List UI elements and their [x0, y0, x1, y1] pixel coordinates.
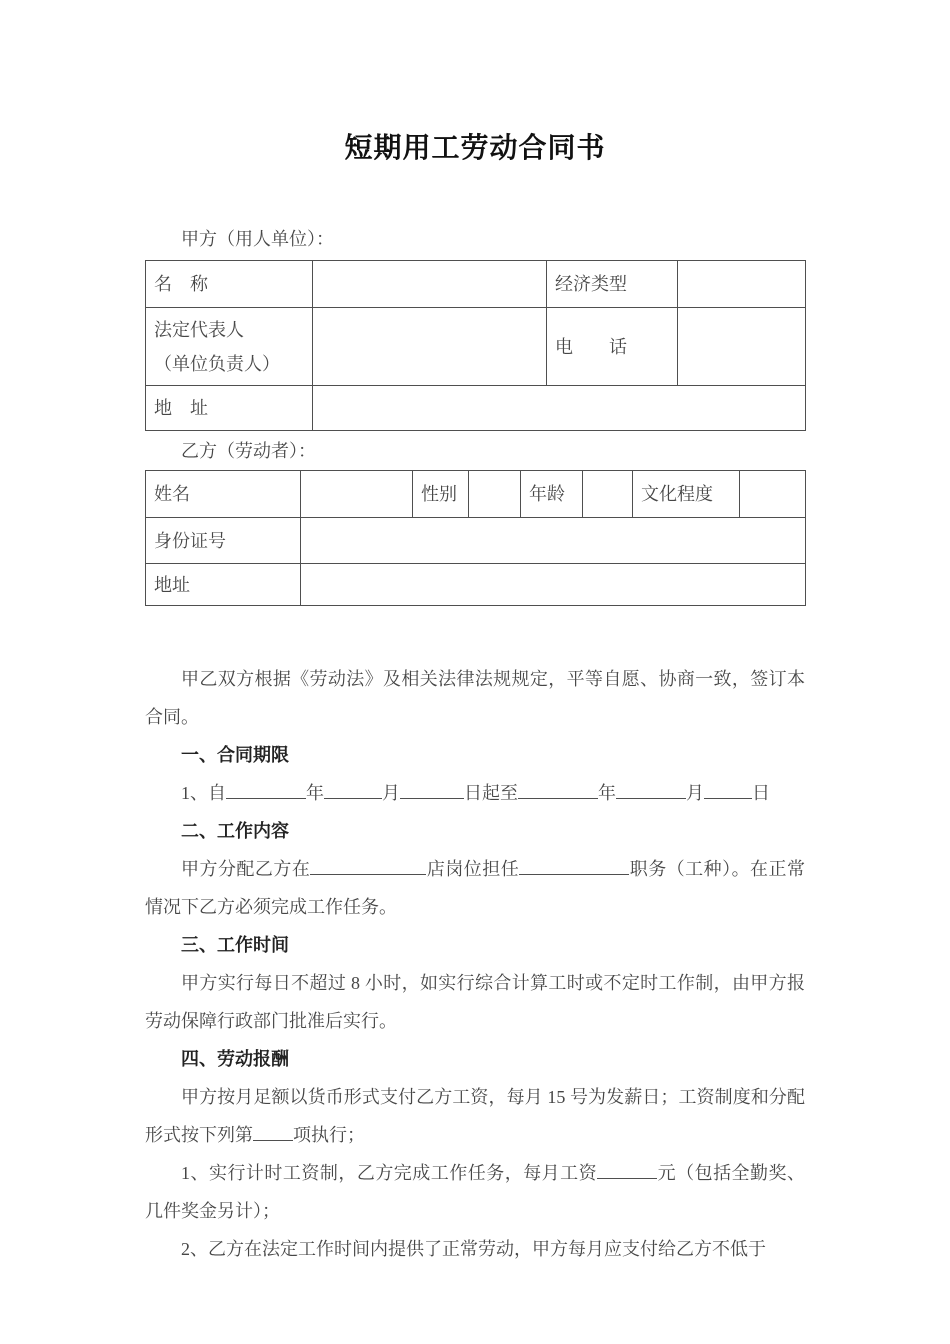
blank-monthly-wage	[597, 1174, 657, 1179]
blank-end-day	[704, 794, 752, 799]
party-b-education-label: 文化程度	[633, 471, 740, 518]
party-a-phone-label: 电 话	[547, 308, 678, 386]
text-segment: 1、自	[181, 783, 226, 803]
blank-start-month	[324, 794, 382, 799]
party-a-legal-rep-label	[146, 308, 313, 386]
section-4-item-1	[145, 1154, 805, 1230]
blank-job-title	[519, 870, 629, 875]
party-a-legal-rep-label-line2: （单位负责人）	[154, 353, 280, 374]
text-segment: 店岗位担任	[426, 859, 520, 879]
table-row	[146, 261, 806, 308]
contract-body	[145, 660, 805, 1268]
table-row	[146, 471, 806, 518]
party-a-legal-rep-label-line1: 法定代表人	[154, 319, 244, 340]
section-4-heading: 四、劳动报酬	[181, 1049, 289, 1069]
section-1-item-1	[145, 774, 805, 812]
party-b-address-label: 地址	[146, 564, 301, 606]
contract-page	[145, 0, 805, 1268]
party-b-name-label: 姓名	[146, 471, 301, 518]
party-b-id-label: 身份证号	[146, 518, 301, 564]
text-segment: 甲方按月足额以货币形式支付乙方工资，每月 15 号为发薪日；工资制度和分配形式按下列第	[145, 1087, 805, 1145]
text-segment: 项执行；	[293, 1125, 365, 1145]
section-2-paragraph	[145, 850, 805, 926]
blank-start-day	[400, 794, 464, 799]
section-2-heading: 二、工作内容	[181, 821, 289, 841]
blank-store-name	[310, 870, 426, 875]
party-b-table	[145, 470, 806, 606]
party-b-education-value-cell	[740, 471, 806, 518]
party-a-phone-value-cell	[678, 308, 806, 386]
text-segment: 职务（工种）。在正常情况下乙方必须完成工作任务。	[145, 859, 806, 917]
party-a-economic-type-value-cell	[678, 261, 806, 308]
text-segment: 月	[686, 783, 704, 803]
party-a-economic-type-label: 经济类型	[547, 261, 678, 308]
text-segment: 1、实行计时工资制，乙方完成工作任务，每月工资	[181, 1163, 598, 1183]
text-segment: 年	[306, 783, 324, 803]
text-segment: 月	[382, 783, 400, 803]
section-4-paragraph	[145, 1078, 805, 1154]
party-a-address-label: 地 址	[146, 386, 313, 431]
party-b-age-value-cell	[583, 471, 633, 518]
section-1-heading: 一、合同期限	[181, 745, 289, 765]
party-a-name-label: 名 称	[146, 261, 313, 308]
table-row	[146, 308, 806, 386]
party-b-address-value-cell	[301, 564, 806, 606]
section-3-paragraph: 甲方实行每日不超过 8 小时，如实行综合计算工时或不定时工作制，由甲方报劳动保障行政部门批准后实行。	[145, 973, 805, 1031]
blank-clause-number	[253, 1136, 293, 1141]
party-b-age-label: 年龄	[521, 471, 583, 518]
text-segment: 日	[752, 783, 770, 803]
table-row	[146, 386, 806, 431]
party-a-table	[145, 260, 806, 431]
text-segment: 甲方分配乙方在	[181, 859, 311, 879]
party-a-address-value-cell	[313, 386, 806, 431]
party-b-heading: 乙方（劳动者）：	[181, 441, 316, 461]
section-3-heading: 三、工作时间	[181, 935, 289, 955]
blank-end-year	[518, 794, 598, 799]
party-a-heading: 甲方（用人单位）：	[181, 229, 334, 249]
party-b-name-value-cell	[301, 471, 413, 518]
party-b-gender-value-cell	[469, 471, 521, 518]
blank-end-month	[616, 794, 686, 799]
party-a-legal-rep-value-cell	[313, 308, 547, 386]
party-b-gender-label: 性别	[413, 471, 469, 518]
text-segment: 日起至	[464, 783, 518, 803]
party-b-id-value-cell	[301, 518, 806, 564]
table-row	[146, 564, 806, 606]
text-segment: 年	[598, 783, 616, 803]
blank-start-year	[226, 794, 306, 799]
intro-paragraph: 甲乙双方根据《劳动法》及相关法律法规规定，平等自愿、协商一致，签订本合同。	[145, 669, 805, 727]
section-4-item-2: 2、乙方在法定工作时间内提供了正常劳动，甲方每月应支付给乙方不低于	[181, 1239, 766, 1259]
document-title: 短期用工劳动合同书	[344, 133, 606, 164]
table-row	[146, 518, 806, 564]
party-a-name-value-cell	[313, 261, 547, 308]
text-segment: 元（包括全勤奖、几件奖金另计）；	[145, 1163, 806, 1221]
